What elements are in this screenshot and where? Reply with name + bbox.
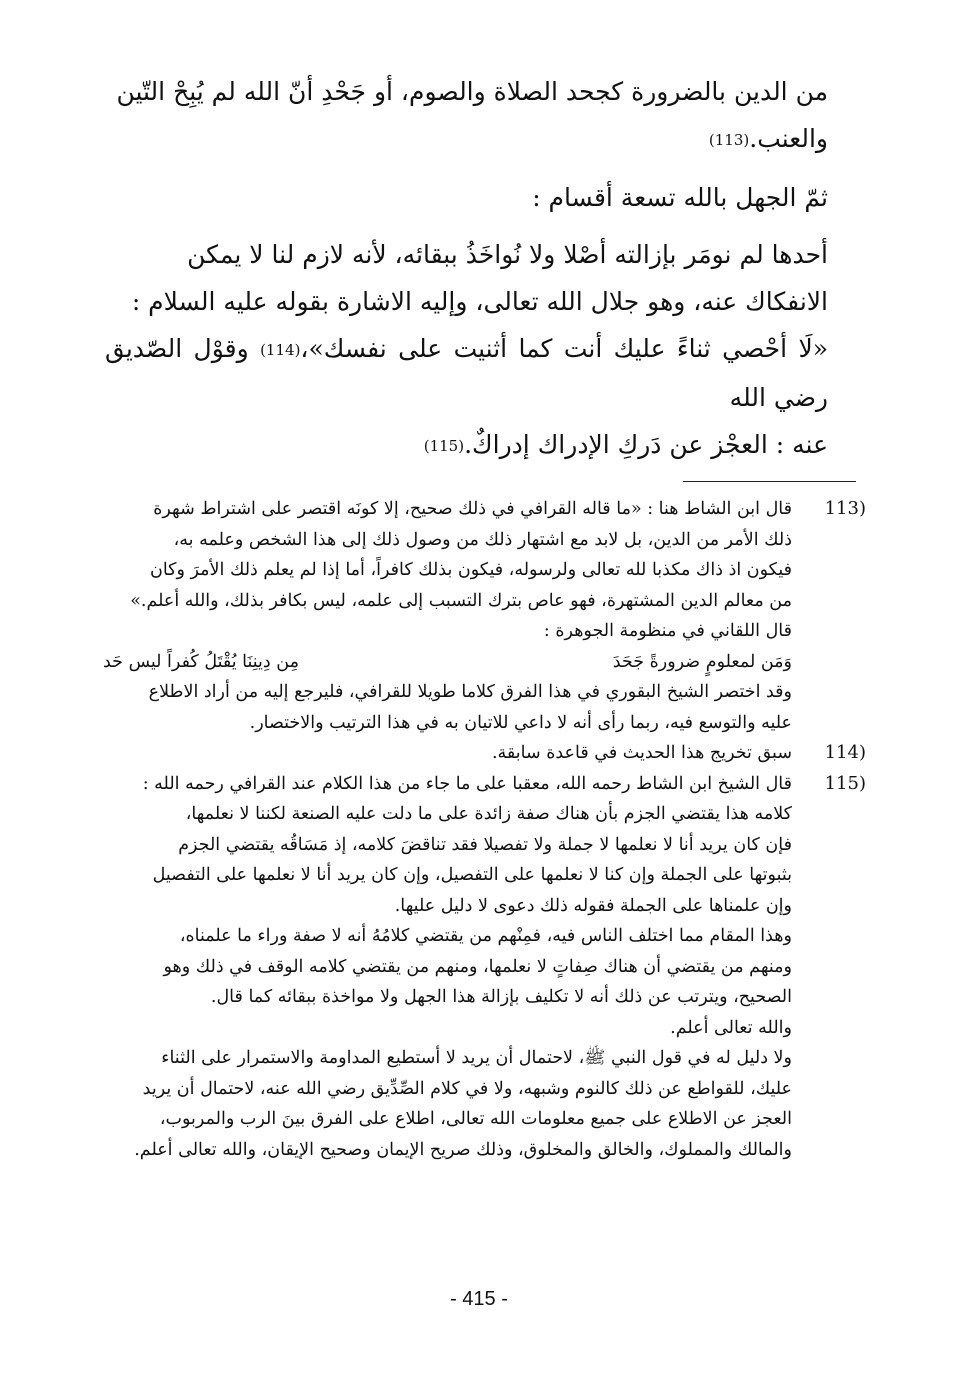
main-line: والعنب.(113)	[708, 124, 828, 153]
main-line: من الدين بالضرورة كجحد الصلاة والصوم، أو جَحْدِ أنّ الله لم يُبِحْ التّين	[116, 77, 828, 106]
footnote-text: سبق تخريج هذا الحديث في قاعدة سابقة.	[491, 743, 792, 763]
footnote-text: قال ابن الشاط هنا : «ما قاله القرافي في ذلك صحيح، إلا كونَه اقتصر على اشتراط شهرة ذلك الأمر من الدين، بل لابد مع اشتهار ذلك من وصول ذلك إلى هذا الشخص وعلمه به، فيكون اذ ذاك مكذبا لله تعالى ولرسوله، فيكون بذلك كافراً، أما إذا لم يعلم ذلك الأمرَ وكان من معالم الدين المشتهرة، فهو عاص بترك التسبب إلى علمه، ليس بكافر بذلك، والله أعلم.» قال اللقاني في منظومة الجوهرة : وَمَن لمعلومٍ ضرورةً جَحَدَ مِن دِينِنَا يُقْتَلُ كُفراً ليس حَد وقد اختصر الشيخ البقوري في هذا الفرق كلاما طويلا للقرافي، فليرجع إليه من أراد الاطلاع عليه والتوسع فيه، ربما رأى أنه لا داعي للاتيان به في هذا الترتيب والاختصار.	[103, 499, 792, 733]
footnote-ref: (115)	[423, 437, 465, 455]
main-text	[105, 68, 828, 470]
footnotes	[103, 494, 866, 1165]
footnote-113	[103, 494, 866, 738]
main-line: الانفكاك عنه، وهو جلال الله تعالى، وإليه الاشارة بقوله عليه السلام :	[131, 287, 828, 316]
main-line: عنه : العجْز عن دَركِ الإدراك إدراكٌ.(115)	[423, 430, 828, 459]
verse-first-hemistich: وَمَن لمعلومٍ ضرورةً جَحَدَ	[612, 651, 792, 672]
footnote-number: (113	[824, 498, 866, 519]
footnote-text: قال الشيخ ابن الشاط رحمه الله، معقبا على ما جاء من هذا الكلام عند القرافي رحمه الله : كلامه هذا يقتضي الجزم بأن هناك صفة زائدة على ما دلت عليه الصنعة لكننا لا نعلمها، فإن كان يريد أنا لا نعلمها لا جملة ولا تفصيلا فقد تناقضَ كلامه، إذ مَسَاقُه يقتضي الجزم بثبوتها على الجملة وإن كنا لا نعلمها على التفصيل، وإن كان يريد أنا لا نعلمها على التفصيل وإن علمناها على الجملة فقوله ذلك دعوى لا دليل عليها. وهذا المقام مما اختلف الناس فيه، فمِنْهم من يقتضي كلامُهُ أنه لا صفة وراء ما علمناه، ومنهم من يقتضي أن هناك صِفاتٍ لا نعلمها، ومنهم من يقتضي كلامه الوقف في ذلك وهو الصحيح، ويترتب عن ذلك أنه لا تكليف بإزالة هذا الجهل ولا مواخذة ببقائه كما قال. والله تعالى أعلم. ولا دليل له في قول النبي ﷺ، لاحتمال أن يريد لا أستطيع المداومة والاستمرار على الثناء عليك، للقواطع عن ذلك كالنوم وشبهه، ولا في كلام الصِّدِّيق رضي الله عنه، لاحتمال أن يريد العجز عن الاطلاع على جميع معلومات الله تعالى، اطلاع على الفرق بينَ الرب والمربوب، والمالك والمملوك، والخالق والمخلوق، وذلك صريح الإيمان وصحيح الإيقان، والله تعالى أعلم.	[134, 773, 792, 1160]
footnote-ref: (114)	[260, 341, 301, 359]
footnote-114	[103, 738, 866, 769]
footnote-number: (115	[824, 772, 866, 794]
footnote-115	[103, 769, 866, 1166]
main-line: أحدها لم نومَر بإزالته أصْلا ولا نُواخَذُ ببقائه، لأنه لازم لنا لا يمكن	[187, 240, 828, 269]
footnote-separator	[683, 481, 856, 482]
main-line: «لَا أحْصي ثناءً عليك أنت كما أثنيت على نفسك»،(114) وقوْل الصّديق رضي الله	[105, 334, 828, 412]
footnote-number: (114	[824, 742, 866, 763]
footnote-ref: (113)	[708, 131, 750, 149]
verse-second-hemistich: مِن دِينِنَا يُقْتَلُ كُفراً ليس حَد	[103, 651, 299, 672]
poem-verse	[103, 647, 792, 678]
page-number: - 415 -	[450, 1288, 508, 1310]
section-heading: ثمّ الجهل بالله تسعة أقسام :	[532, 183, 828, 212]
